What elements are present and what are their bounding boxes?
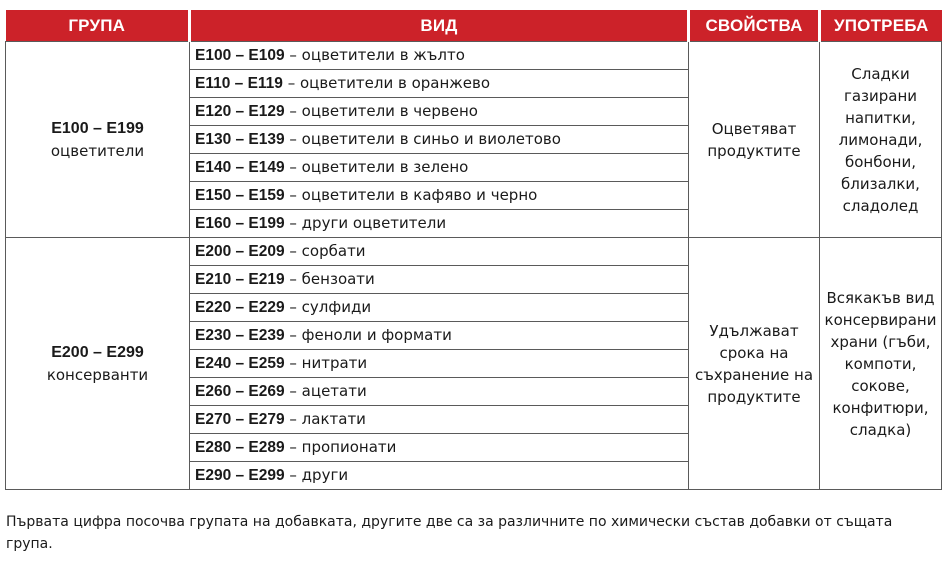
additives-table-wrapper: [5, 10, 941, 490]
table-row: [6, 238, 942, 266]
kind-desc: – оцветители в червено: [284, 102, 478, 120]
kind-cell: [190, 98, 689, 126]
kind-desc: – пропионати: [284, 438, 397, 456]
kind-code: E200 – E209: [195, 243, 285, 260]
e-additives-table: [5, 10, 942, 490]
kind-code: E280 – E289: [195, 439, 285, 456]
kind-code: E140 – E149: [195, 159, 285, 176]
kind-desc: – сулфиди: [284, 298, 372, 316]
header-usage: УПОТРЕБА: [820, 10, 942, 42]
kind-cell: [190, 182, 689, 210]
kind-desc: – оцветители в синьо и виолетово: [284, 130, 561, 148]
properties-cell-preservatives: Удължават срока на съхранение на продуктите: [689, 238, 820, 490]
kind-cell: [190, 42, 689, 70]
kind-cell: [190, 210, 689, 238]
kind-cell: [190, 406, 689, 434]
kind-code: E260 – E269: [195, 383, 285, 400]
kind-cell: [190, 378, 689, 406]
group-cell-colorants: [6, 42, 190, 238]
table-row: [6, 42, 942, 70]
group-cell-preservatives: [6, 238, 190, 490]
kind-desc: – оцветители в оранжево: [282, 74, 491, 92]
kind-code: E120 – E129: [195, 103, 285, 120]
kind-desc: – нитрати: [284, 354, 368, 372]
kind-desc: – оцветители в зелено: [284, 158, 469, 176]
kind-cell: [190, 266, 689, 294]
kind-code: E150 – E159: [195, 187, 285, 204]
kind-cell: [190, 238, 689, 266]
kind-code: E110 – E119: [195, 75, 283, 92]
kind-desc: – сорбати: [284, 242, 366, 260]
kind-desc: – феноли и формати: [284, 326, 452, 344]
kind-code: E160 – E199: [195, 215, 285, 232]
kind-desc: – лактати: [284, 410, 366, 428]
kind-desc: – други оцветители: [284, 214, 447, 232]
kind-desc: – други: [284, 466, 349, 484]
kind-code: E230 – E239: [195, 327, 285, 344]
header-kind: ВИД: [190, 10, 689, 42]
kind-desc: – ацетати: [284, 382, 367, 400]
kind-cell: [190, 434, 689, 462]
kind-desc: – оцветители в жълто: [284, 46, 465, 64]
table-caption: Първата цифра посочва групата на добавката, другите две са за различните по химически състав добавки от същата група.: [6, 514, 893, 552]
usage-cell-preservatives: Всякакъв вид консервирани храни (гъби, компоти, сокове, конфитюри, сладка): [820, 238, 942, 490]
kind-code: E220 – E229: [195, 299, 285, 316]
kind-code: E270 – E279: [195, 411, 285, 428]
header-group: ГРУПА: [6, 10, 190, 42]
kind-code: E210 – E219: [195, 271, 285, 288]
kind-cell: [190, 154, 689, 182]
kind-code: E100 – E109: [195, 47, 285, 64]
header-properties: СВОЙСТВА: [689, 10, 820, 42]
kind-code: E290 – E299: [195, 467, 285, 484]
group-name: консерванти: [46, 365, 149, 384]
kind-code: E130 – E139: [195, 131, 285, 148]
usage-cell-colorants: Сладки газирани напитки, лимонади, бонбони, близалки, сладолед: [820, 42, 942, 238]
kind-cell: [190, 294, 689, 322]
kind-desc: – оцветители в кафяво и черно: [284, 186, 538, 204]
header-row: [6, 10, 942, 42]
group-name: оцветители: [50, 141, 145, 160]
group-range: E100 – E199: [51, 119, 144, 137]
kind-desc: – бензоати: [284, 270, 375, 288]
kind-code: E240 – E259: [195, 355, 285, 372]
group-range: E200 – E299: [51, 343, 144, 361]
kind-cell: [190, 322, 689, 350]
kind-cell: [190, 70, 689, 98]
properties-cell-colorants: Оцветяват продуктите: [689, 42, 820, 238]
kind-cell: [190, 462, 689, 490]
kind-cell: [190, 126, 689, 154]
kind-cell: [190, 350, 689, 378]
